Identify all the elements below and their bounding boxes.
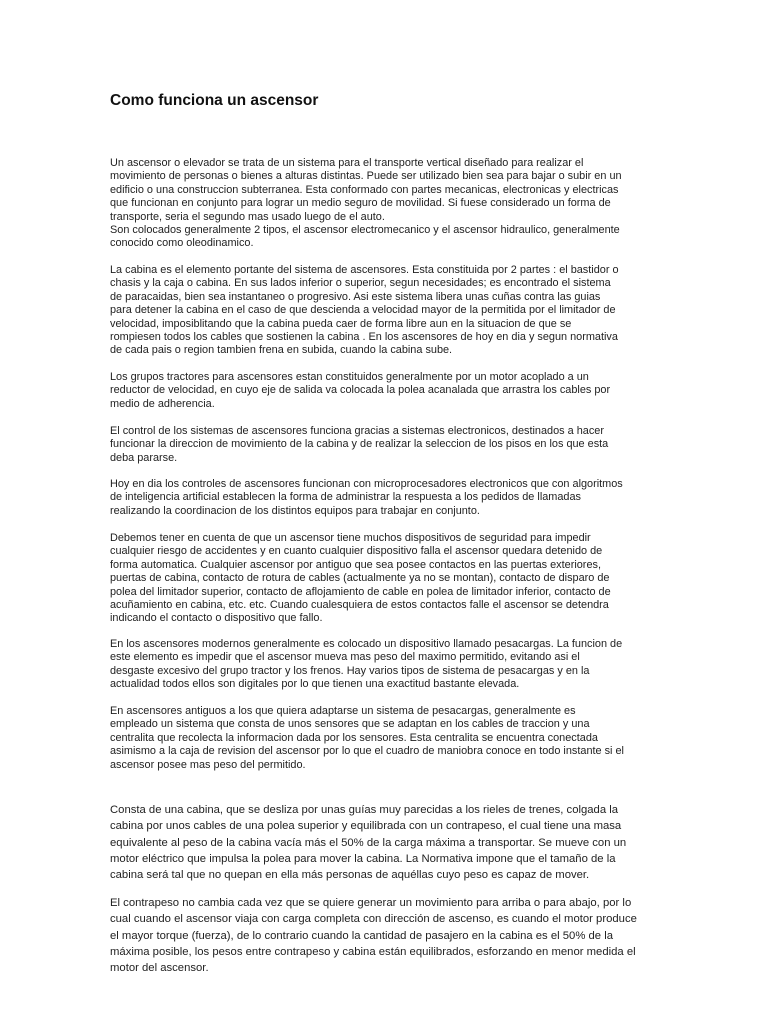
text-line: cual cuando el ascensor viaja con carga completa con dirección de ascenso, es cuando el motor produce [110,913,637,926]
text-line: forma automatica. Cualquier ascensor por antiguo que sea posee contactos en las puertas exteriores, [110,558,601,571]
paragraph-ascensores-antiguos [110,705,670,772]
text-line: de inteligencia artificial establecen la forma de administrar la respuesta a los pedidos de llamadas [110,491,581,504]
text-line: La cabina es el elemento portante del sistema de ascensores. Esta constituida por 2 partes : el bastidor o [110,264,619,276]
paragraph-microprocesadores [110,478,670,518]
paragraph-contrapeso [110,895,670,976]
text-line: de paracaidas, bien sea instantaneo o progresivo. Asi este sistema libera unas cuñas contra las guias [110,290,601,303]
text-line: Debemos tener en cuenta de que un ascensor tiene muchos dispositivos de seguridad para impedir [110,532,591,544]
text-line: ascensor posee mas peso del permitido. [110,758,306,771]
paragraph-pesacargas [110,638,670,692]
text-line: cualquier riesgo de accidentes y en cuanto cualquier dispositivo falla el ascensor quedara detenido de [110,545,603,558]
text-line: movimiento de personas o bienes a alturas distintas. Puede ser utilizado bien sea para bajar o subir en un [110,170,622,183]
text-line: este elemento es impedir que el ascensor mueva mas peso del maximo permitido, evitando asi el [110,651,580,664]
text-line: asimismo a la caja de revision del ascensor por lo que el cuadro de maniobra conoce en todo instante si el [110,745,624,758]
text-line: El control de los sistemas de ascensores funciona gracias a sistemas electronicos, destinados a hacer [110,425,604,437]
text-line: cabina por unos cables de una polea superior y equilibrada con un contrapeso, el cual tiene una masa [110,820,622,833]
document-title: Como funciona un ascensor [110,92,319,109]
text-line: realizando la coordinacion de los distintos equipos para trabajar en conjunto. [110,504,480,517]
text-line: Los grupos tractores para ascensores estan constituidos generalmente por un motor acoplado a un [110,371,589,383]
paragraph-grupos-tractores [110,371,670,411]
text-line: edificio o una construccion subterranea. Esta conformado con partes mecanicas, electronicas y electricas [110,183,619,196]
text-line: Hoy en dia los controles de ascensores funcionan con microprocesadores electronicos que con algoritmos [110,478,623,490]
text-line: indicando el contacto o dispositivo que fallo. [110,612,323,625]
text-line: empleado un sistema que consta de unos sensores que se adaptan en los cables de traccion y una [110,718,590,731]
text-line: chasis y la caja o cabina. En sus lados inferior o superior, segun necesidades; es encontrado el sistema [110,277,611,290]
text-line: equivalente al peso de la cabina vacía más el 50% de la carga máxima a transportar. Se mueve con un [110,836,627,849]
text-line: que funcionan en conjunto para lograr un medio seguro de movilidad. Si fuese considerado un forma de [110,197,611,210]
text-line: para detener la cabina en el caso de que descienda a velocidad mayor de la permitida por el limitador de [110,304,616,317]
text-line: motor eléctrico que impulsa la polea para mover la cabina. La Normativa impone que el tamaño de la [110,852,616,865]
text-line: máxima posible, los pesos entre contrapeso y cabina están equilibrados, esforzando en menor medida el [110,945,636,958]
text-line: desgaste excesivo del grupo tractor y los frenos. Hay varios tipos de sistema de pesacargas y en la [110,664,590,677]
paragraph-intro [110,157,670,251]
text-line: centralita que recolecta la informacion dada por los sensores. Esta centralita se encuentra conectada [110,731,598,744]
text-line: reductor de velocidad, en cuyo eje de salida va colocada la polea acanalada que arrastra los cables por [110,384,611,397]
text-line: funcionar la direccion de movimiento de la cabina y de realizar la seleccion de los pisos en los que esta [110,438,609,451]
text-line: polea del limitador superior, contacto de aflojamiento de cable en polea de limitador inferior, contacto de [110,585,611,598]
text-line: velocidad, imposiblitando que la cabina pueda caer de forma libre aun en la situacion de que se [110,317,572,330]
text-line: transporte, seria el segundo mas usado luego de el auto. [110,210,385,223]
text-line: Son colocados generalmente 2 tipos, el ascensor electromecanico y el ascensor hidraulico, generalmente [110,224,620,237]
paragraph-consta-cabina [110,802,670,883]
text-line: de cada pais o region tambien frena en subida, cuando la cabina sube. [110,344,453,357]
text-line: el mayor torque (fuerza), de lo contrario cuando la cantidad de pasajero en la cabina es el 50% de la [110,929,614,942]
paragraph-seguridad [110,532,670,626]
text-line: En ascensores antiguos a los que quiera adaptarse un sistema de pesacargas, generalmente es [110,705,576,717]
text-line: actualidad todos ellos son digitales por lo que tienen una exactitud bastante elevada. [110,678,520,691]
text-line: acuñamiento en cabina, etc. etc. Cuando cualesquiera de estos contactos falle el ascensor se detendra [110,599,609,612]
text-line: motor del ascensor. [110,962,209,975]
paragraph-cabina [110,264,670,358]
text-line: En los ascensores modernos generalmente es colocado un dispositivo llamado pesacargas. La funcion de [110,638,623,650]
text-line: cabina será tal que no quepan en ella más personas de aquéllas cuyo peso es capaz de mover. [110,869,590,882]
text-line: deba pararse. [110,451,178,464]
text-line: Consta de una cabina, que se desliza por unas guías muy parecidas a los rieles de trenes, colgada la [110,804,619,816]
text-line: rompiesen todos los cables que sostienen la cabina . En los ascensores de hoy en dia y segun normativa [110,331,618,344]
text-line: Un ascensor o elevador se trata de un sistema para el transporte vertical diseñado para realizar el [110,157,584,169]
text-line: El contrapeso no cambia cada vez que se quiere generar un movimiento para arriba o para abajo, por lo [110,897,632,909]
paragraph-control [110,425,670,465]
text-line: puertas de cabina, contacto de rotura de cables (actualmente ya no se montan), contacto de disparo de [110,572,610,585]
text-line: medio de adherencia. [110,397,215,410]
text-line: conocido como oleodinamico. [110,237,254,250]
